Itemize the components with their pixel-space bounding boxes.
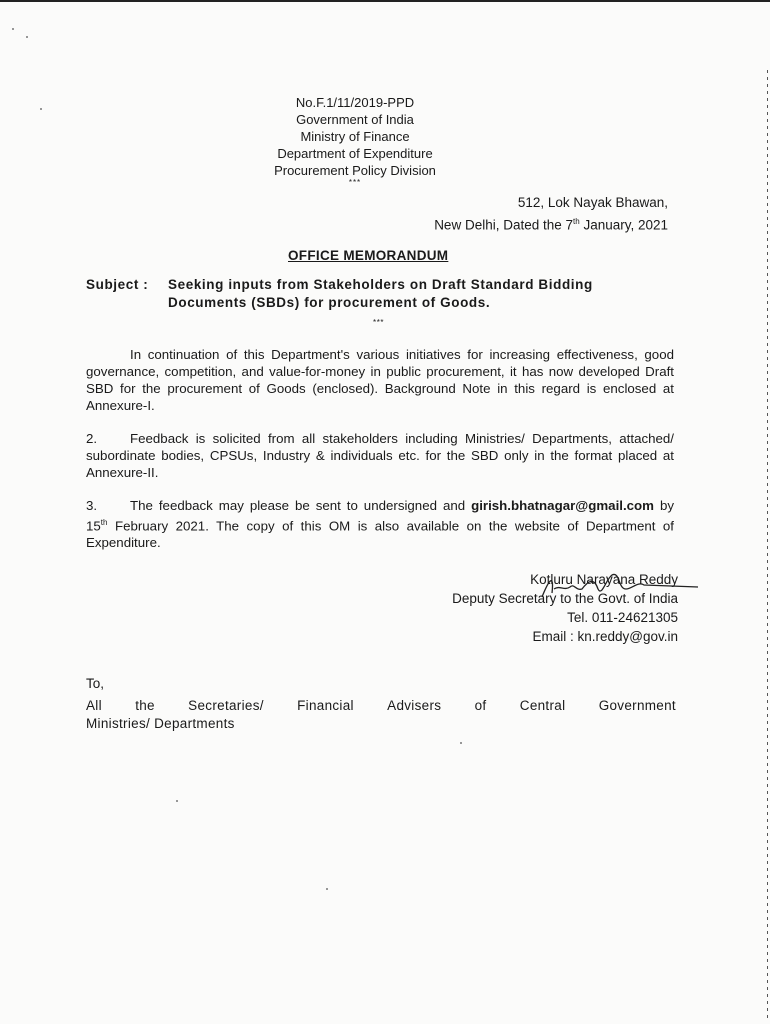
department-name: Department of Expenditure [277, 146, 433, 161]
subject-label: Subject : [86, 277, 149, 292]
to-label: To, [86, 676, 105, 691]
signatory-block [452, 570, 678, 646]
paragraph-number: 2. [86, 431, 98, 446]
file-number: No.F.1/11/2019-PPD [295, 95, 415, 110]
separator-stars: *** [373, 318, 385, 327]
date-line: New Delhi, Dated the 7th January, 2021 [434, 217, 668, 233]
paragraph-1: In continuation of this Department's various initiatives for increasing effectiveness, good governance, competition, and value-for-money in public procurement, it has now developed Draft SBD for the procurement of Goods (enclosed). Background Note in this regard is enclosed at Annexure-I. [86, 347, 674, 413]
scan-top-border [0, 0, 770, 2]
signatory-designation: Deputy Secretary to the Govt. of India [452, 591, 678, 606]
recipients-line-2: Ministries/ Departments [86, 716, 235, 731]
signatory-name: Kotluru Narayana Reddy [530, 572, 678, 587]
signatory-email: Email : kn.reddy@gov.in [532, 629, 678, 644]
scan-speck [26, 36, 28, 38]
scan-speck [176, 800, 178, 802]
ministry-name: Ministry of Finance [300, 129, 410, 144]
feedback-email[interactable]: girish.bhatnagar@gmail.com [471, 498, 654, 513]
signatory-phone: Tel. 011-24621305 [567, 610, 678, 625]
division-name: Procurement Policy Division [274, 163, 436, 178]
subject-text: Seeking inputs from Stakeholders on Draft Standard Bidding Documents (SBDs) for procurement of Goods. [168, 277, 593, 310]
paragraph-number: 3. [86, 498, 98, 513]
letterhead [230, 94, 480, 187]
recipients-block: All the Secretaries/ Financial Advisers of Central Government Ministries/ Departments [86, 698, 676, 731]
address-block [434, 193, 668, 235]
scan-speck [460, 742, 462, 744]
office-address: 512, Lok Nayak Bhawan, [517, 195, 668, 210]
scan-speck [326, 888, 328, 890]
government-name: Government of India [296, 112, 414, 127]
scan-speck [12, 28, 14, 30]
scan-right-edge [767, 70, 768, 1020]
paragraph-2: 2. Feedback is solicited from all stakeholders including Ministries/ Departments, attached/ subordinate bodies, CPSUs, Industry & individuals etc. for the SBD only in the format placed at Annexure-II. [86, 431, 674, 480]
paragraph-3: 3. The feedback may please be sent to undersigned and girish.bhatnagar@gmail.com by 15th February 2021. The copy of this OM is also available on the website of Department of Expenditure. [86, 498, 674, 551]
scan-speck [40, 108, 42, 110]
memo-title: OFFICE MEMORANDUM [288, 248, 449, 263]
separator-stars: *** [348, 178, 362, 187]
subject-block [86, 276, 676, 327]
